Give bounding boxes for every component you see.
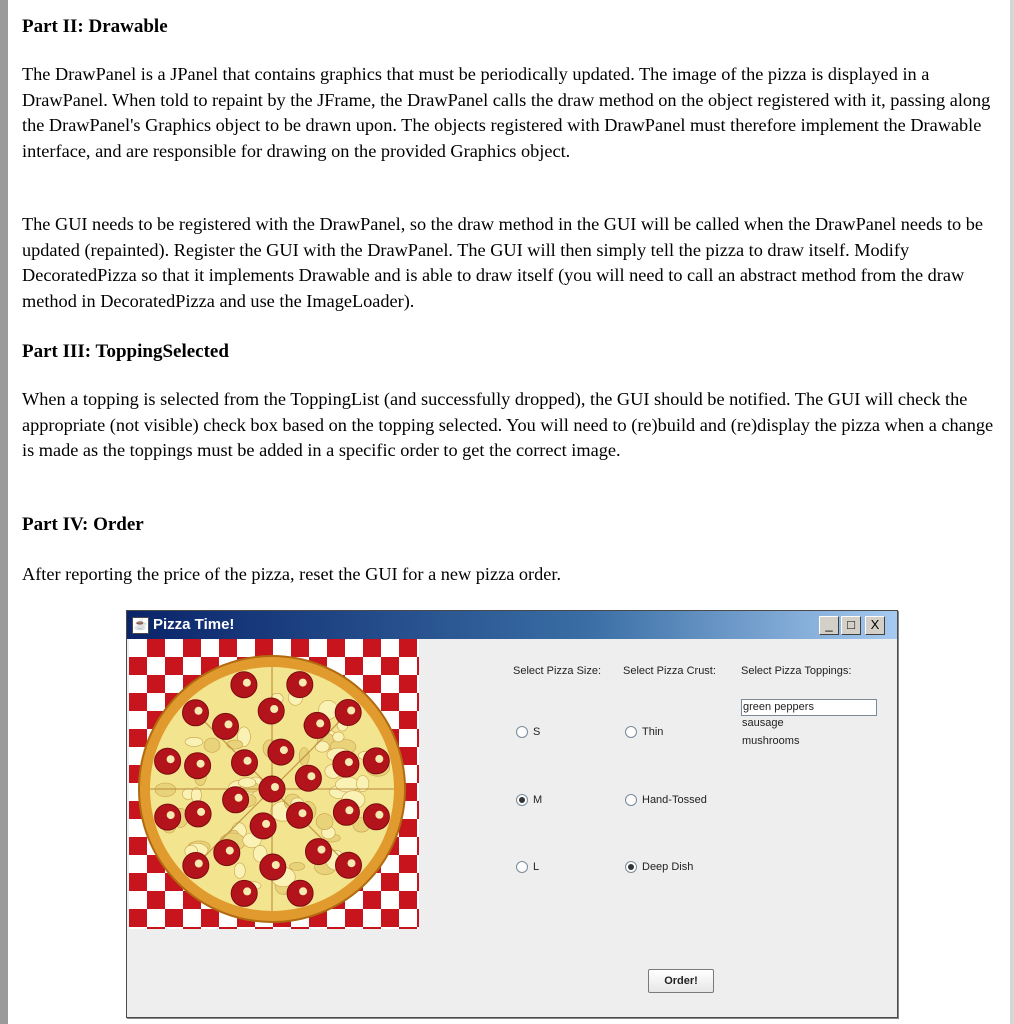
crust-deep-dish-radio[interactable] <box>625 861 637 873</box>
pizza-time-window <box>126 610 898 1018</box>
minimize-button[interactable]: _ <box>819 616 839 635</box>
close-button[interactable]: X <box>865 616 885 635</box>
order-button[interactable]: Order! <box>648 969 714 993</box>
crust-hand-tossed-radio[interactable] <box>625 794 637 806</box>
topping-item-mushrooms[interactable]: mushrooms <box>742 735 800 747</box>
size-s-label[interactable]: S <box>533 726 541 738</box>
part4-heading: Part IV: Order <box>22 514 144 535</box>
crust-label: Select Pizza Crust: <box>623 665 716 677</box>
topping-item-green-peppers[interactable]: green peppers <box>741 699 877 716</box>
part2-heading: Part II: Drawable <box>22 16 168 37</box>
window-titlebar[interactable] <box>127 611 897 639</box>
crust-thin-label[interactable]: Thin <box>642 726 664 738</box>
pizza-image <box>129 639 419 929</box>
topping-item-sausage[interactable]: sausage <box>742 717 784 729</box>
right-page-edge <box>1010 0 1014 1024</box>
toppings-label: Select Pizza Toppings: <box>741 665 852 677</box>
part3-paragraph: When a topping is selected from the ToppingList (and successfully dropped), the GUI should be notified. The GUI will check the appropriate (not visible) check box based on the topping selected. You will need to (re)build and (re)display the pizza when a change is made as the toppings must be added in a specific order to get the correct image. <box>22 389 994 460</box>
part4-paragraph: After reporting the price of the pizza, reset the GUI for a new pizza order. <box>22 564 562 584</box>
size-l-radio[interactable] <box>516 861 528 873</box>
draw-panel <box>129 639 419 929</box>
part2-paragraph-1: The DrawPanel is a JPanel that contains graphics that must be periodically updated. The image of the pizza is displayed in a DrawPanel. When told to repaint by the JFrame, the DrawPanel calls the draw method on the object registered with it, passing along the DrawPanel's Graphics object to be drawn upon. The objects registered with DrawPanel must therefore implement the Drawable interface, and are responsible for drawing on the provided Graphics object. <box>22 64 991 161</box>
size-m-label[interactable]: M <box>533 794 543 806</box>
part2-paragraph-2: The GUI needs to be registered with the DrawPanel, so the draw method in the GUI will be called when the DrawPanel needs to be updated (repainted). Register the GUI with the DrawPanel. The GUI will then simply tell the pizza to draw itself. Modify DecoratedPizza so that it implements Drawable and is able to draw itself (you will need to call an abstract method from the draw method in DecoratedPizza and use the ImageLoader). <box>22 214 983 311</box>
size-label: Select Pizza Size: <box>513 665 602 677</box>
java-cup-icon: ☕ <box>132 617 149 634</box>
crust-hand-tossed-label[interactable]: Hand-Tossed <box>642 794 707 806</box>
part3-heading: Part III: ToppingSelected <box>22 341 229 362</box>
left-scroll-edge <box>0 0 8 1024</box>
maximize-button[interactable]: □ <box>841 616 861 635</box>
size-s-radio[interactable] <box>516 726 528 738</box>
size-m-radio[interactable] <box>516 794 528 806</box>
crust-thin-radio[interactable] <box>625 726 637 738</box>
window-title: Pizza Time! <box>153 616 235 633</box>
crust-deep-dish-label[interactable]: Deep Dish <box>642 861 694 873</box>
size-l-label[interactable]: L <box>533 861 540 873</box>
